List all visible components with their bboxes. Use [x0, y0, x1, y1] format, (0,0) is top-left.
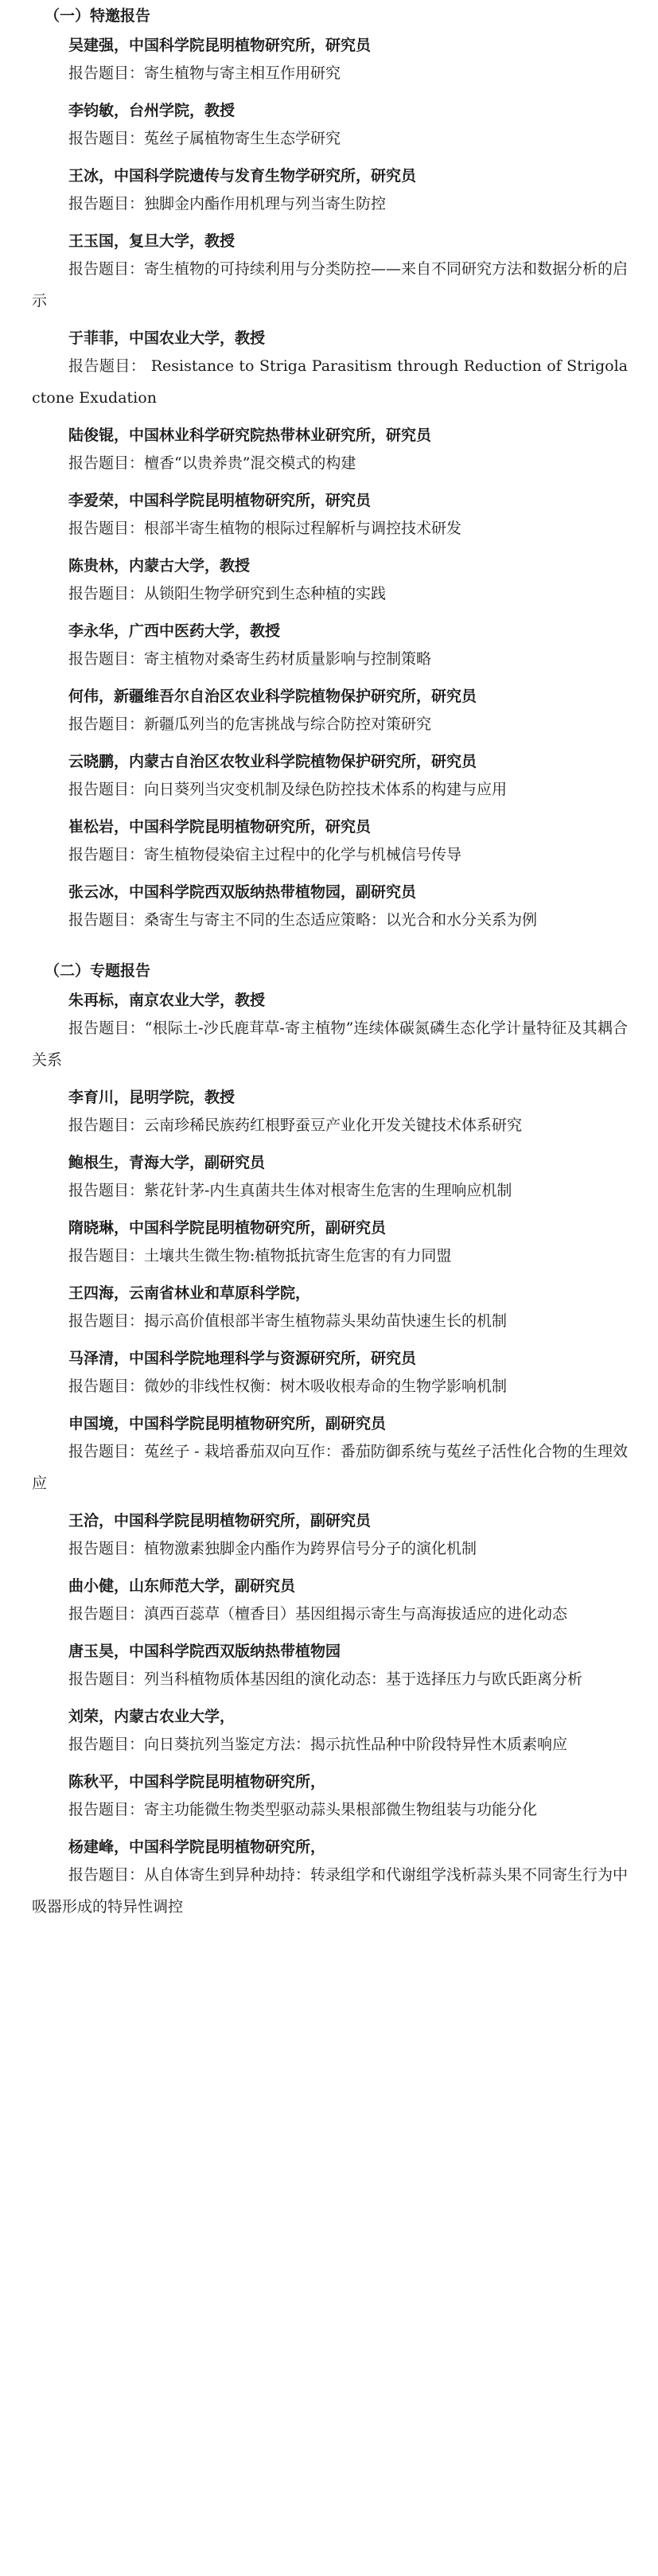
talk-title: 报告题目：向日葵列当灾变机制及绿色防控技术体系的构建与应用 — [68, 781, 508, 798]
speaker-name-affiliation: 曲小健，山东师范大学，副研究员 — [68, 1577, 296, 1595]
speaker-entry — [32, 164, 628, 220]
talk-title: 报告题目：桑寄生与寄主不同的生态适应策略：以光合和水分关系为例 — [68, 911, 538, 929]
speaker-name-affiliation: 李永华，广西中医药大学，教授 — [68, 622, 281, 640]
speaker-entry — [32, 1509, 628, 1565]
speaker-name-affiliation: 王四海，云南省林业和草原科学院， — [68, 1284, 311, 1302]
speaker-name-affiliation: 云晓鹏，内蒙古自治区农牧业科学院植物保护研究所，研究员 — [68, 753, 477, 770]
speaker-entry — [32, 229, 628, 317]
speaker-entry — [32, 815, 628, 871]
speaker-name-affiliation: 李育川，昆明学院，教授 — [68, 1089, 236, 1106]
speaker-name-affiliation: 鲍根生，青海大学，副研究员 — [68, 1154, 266, 1171]
speaker-name-affiliation: 何伟，新疆维吾尔自治区农业科学院植物保护研究所，研究员 — [68, 688, 477, 705]
speaker-entry — [32, 750, 628, 805]
talk-title: 报告题目：植物激素独脚金内酯作为跨界信号分子的演化机制 — [68, 1540, 477, 1557]
talk-title: 报告题目：云南珍稀民族药红根野蚕豆产业化开发关键技术体系研究 — [68, 1117, 523, 1134]
speaker-entry — [32, 423, 628, 479]
talk-title: 报告题目：根部半寄生植物的根际过程解析与调控技术研发 — [68, 520, 462, 537]
talk-title: 报告题目：寄主植物对桑寄生药材质量影响与控制策略 — [68, 650, 432, 668]
speaker-entry — [32, 1705, 628, 1760]
speaker-name-affiliation: 于菲菲，中国农业大学，教授 — [68, 329, 266, 347]
talk-title: 报告题目：新疆瓜列当的危害挑战与综合防控对策研究 — [68, 715, 432, 733]
speaker-name-affiliation: 申国境，中国科学院昆明植物研究所，副研究员 — [68, 1415, 387, 1432]
speaker-name-affiliation: 王玉国，复旦大学，教授 — [68, 232, 236, 250]
talk-title: 报告题目：紫花针茅-内生真菌共生体对根寄生危害的生理响应机制 — [68, 1182, 512, 1199]
speaker-name-affiliation: 张云冰，中国科学院西双版纳热带植物园，副研究员 — [68, 883, 417, 901]
talk-title: 报告题目： Resistance to Striga Parasitism through Reduction of Strigolactone Exudation — [32, 357, 628, 407]
talk-title: 报告题目：寄生植物侵染宿主过程中的化学与机械信号传导 — [68, 846, 462, 863]
speaker-entry — [32, 1412, 628, 1499]
speaker-entry — [32, 1281, 628, 1337]
talk-title: 报告题目：独脚金内酯作用机理与列当寄生防控 — [68, 195, 387, 212]
speaker-entry — [32, 1216, 628, 1272]
speaker-entry — [32, 684, 628, 740]
speaker-entry — [32, 988, 628, 1076]
talk-title: 报告题目：土壤共生微生物:植物抵抗寄生危害的有力同盟 — [68, 1247, 452, 1265]
talk-title: 报告题目：列当科植物质体基因组的演化动态：基于选择压力与欧氏距离分析 — [68, 1670, 583, 1688]
speaker-entry — [32, 489, 628, 544]
speaker-name-affiliation: 陈秋平，中国科学院昆明植物研究所， — [68, 1773, 326, 1791]
talk-title: 报告题目：菟丝子属植物寄生生态学研究 — [68, 130, 341, 147]
speaker-name-affiliation: 唐玉昊，中国科学院西双版纳热带植物园 — [68, 1643, 341, 1660]
speaker-name-affiliation: 刘荣，内蒙古农业大学， — [68, 1708, 236, 1725]
speaker-entry — [32, 1770, 628, 1826]
talk-title: 报告题目：菟丝子 - 栽培番茄双向互作：番茄防御系统与菟丝子活性化合物的生理效应 — [32, 1443, 628, 1492]
speaker-entry — [32, 1085, 628, 1141]
talk-title: 报告题目：从自体寄生到异种劫持：转录组学和代谢组学浅析蒜头果不同寄生行为中吸器形成的特异性调控 — [32, 1866, 629, 1915]
speaker-name-affiliation: 隋晓琳，中国科学院昆明植物研究所，副研究员 — [68, 1219, 387, 1237]
section-title: （一）特邀报告 — [45, 7, 151, 25]
speaker-entry — [32, 33, 628, 89]
report-section — [32, 5, 628, 936]
talk-title: 报告题目：“根际土-沙氏鹿茸草-寄主植物”连续体碳氮磷生态化学计量特征及其耦合关系 — [32, 1019, 628, 1069]
section-title: （二）专题报告 — [45, 962, 151, 980]
talk-title: 报告题目：向日葵抗列当鉴定方法：揭示抗性品种中阶段特异性木质素响应 — [68, 1736, 568, 1753]
speaker-name-affiliation: 吴建强，中国科学院昆明植物研究所，研究员 — [68, 37, 372, 54]
speaker-name-affiliation: 马泽清，中国科学院地理科学与资源研究所，研究员 — [68, 1350, 417, 1367]
talk-title: 报告题目：微妙的非线性权衡：树木吸收根寿命的生物学影响机制 — [68, 1378, 508, 1395]
speaker-entry — [32, 99, 628, 154]
talk-title: 报告题目：寄生植物的可持续利用与分类防控——来自不同研究方法和数据分析的启示 — [32, 260, 629, 310]
talk-title: 报告题目：揭示高价值根部半寄生植物蒜头果幼苗快速生长的机制 — [68, 1312, 508, 1330]
talk-title: 报告题目：滇西百蕊草（檀香目）基因组揭示寄生与高海拔适应的进化动态 — [68, 1605, 568, 1623]
speaker-entry — [32, 1151, 628, 1206]
speaker-name-affiliation: 李钧敏，台州学院，教授 — [68, 102, 236, 119]
speaker-name-affiliation: 陆俊锟，中国林业科学研究院热带林业研究所，研究员 — [68, 427, 432, 444]
speaker-name-affiliation: 朱再标，南京农业大学，教授 — [68, 992, 266, 1009]
speaker-entry — [32, 326, 628, 414]
speaker-entry — [32, 1835, 628, 1923]
speaker-name-affiliation: 李爱荣，中国科学院昆明植物研究所，研究员 — [68, 492, 372, 509]
speaker-entry — [32, 880, 628, 936]
speaker-name-affiliation: 崔松岩，中国科学院昆明植物研究所，研究员 — [68, 818, 372, 836]
speaker-entry — [32, 619, 628, 675]
sections-container — [32, 5, 628, 1923]
speaker-name-affiliation: 王洽，中国科学院昆明植物研究所，副研究员 — [68, 1512, 372, 1530]
talk-title: 报告题目：从锁阳生物学研究到生态种植的实践 — [68, 585, 387, 602]
speaker-entry — [32, 1639, 628, 1695]
talk-title: 报告题目：寄主功能微生物类型驱动蒜头果根部微生物组装与功能分化 — [68, 1801, 538, 1818]
speaker-entry — [32, 1574, 628, 1630]
speaker-entry — [32, 1346, 628, 1402]
talk-title: 报告题目：寄生植物与寄主相互作用研究 — [68, 64, 341, 82]
speaker-name-affiliation: 陈贵林，内蒙古大学，教授 — [68, 557, 251, 575]
speaker-name-affiliation: 王冰，中国科学院遗传与发育生物学研究所，研究员 — [68, 167, 417, 185]
speaker-name-affiliation: 杨建峰，中国科学院昆明植物研究所， — [68, 1838, 326, 1856]
report-section — [32, 960, 628, 1923]
speaker-entry — [32, 554, 628, 610]
talk-title: 报告题目：檀香“以贵养贵”混交模式的构建 — [68, 454, 356, 472]
